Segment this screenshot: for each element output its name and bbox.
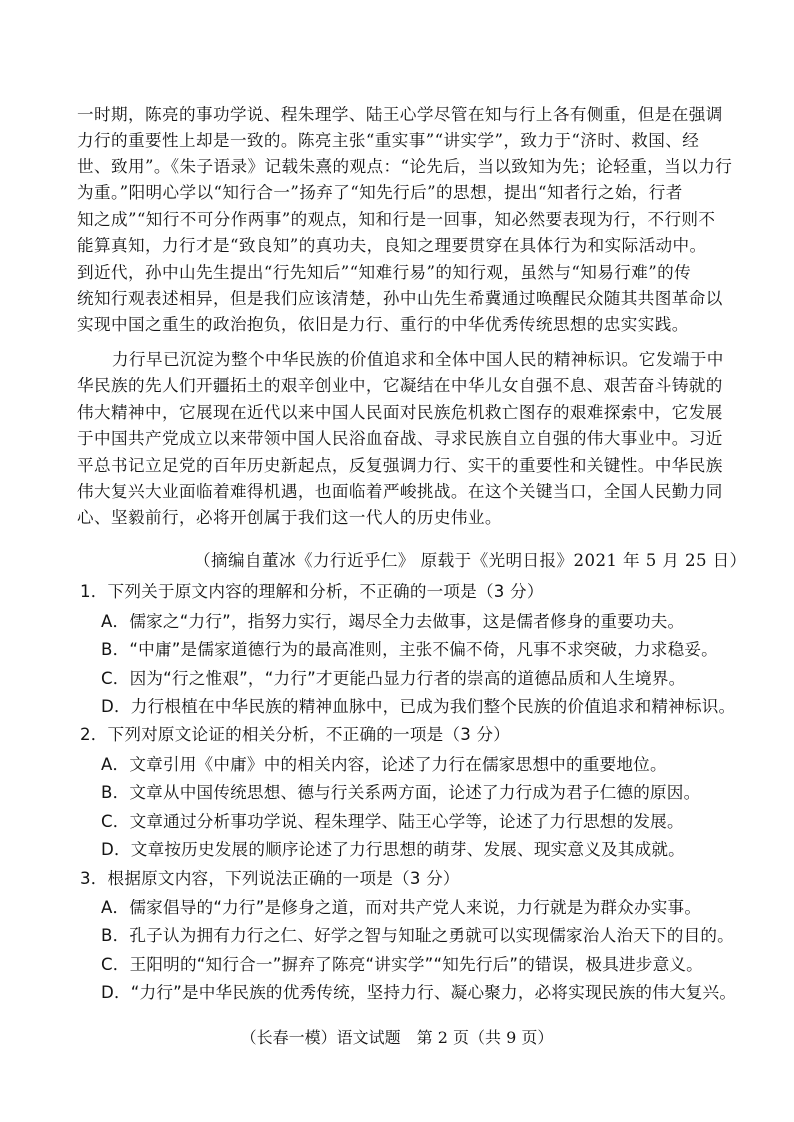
option-b: B．孔子认为拥有力行之仁、好学之智与知耻之勇就可以实现儒家治人治天下的目的。 — [101, 926, 734, 945]
passage-line: 知之成”“知行不可分作两事”的观点，知和行是一回事，知必然要表现为行，不行则不 — [77, 210, 716, 229]
option-d: D．力行根植在中华民族的精神血脉中，已成为我们整个民族的价值追求和精神标识。 — [101, 697, 736, 716]
option-c: C．因为“行之惟艰”，“力行”才更能凸显力行者的崇高的道德品质和人生境界。 — [101, 669, 686, 688]
passage-line: 能算真知，力行才是“致良知”的真功夫，良知之理要贯穿在具体行为和实际活动中。 — [77, 236, 707, 255]
passage-line: 平总书记立足党的百年历史新起点，反复强调力行、实干的重要性和关键性。中华民族 — [77, 456, 723, 475]
passage-line: 华民族的先人们开疆拓土的艰辛创业中，它凝结在中华儿女自强不息、艰苦奋斗铸就的 — [77, 376, 723, 395]
question-stem: 3．根据原文内容，下列说法正确的一项是（3 分） — [80, 869, 460, 888]
option-c: C．文章通过分析事功学说、程朱理学、陆王心学等，论述了力行思想的发展。 — [101, 812, 684, 831]
passage-line: 伟大复兴大业面临着难得机遇，也面临着严峻挑战。在这个关键当口，全国人民勤力同 — [77, 482, 723, 501]
option-d: D．文章按历史发展的顺序论述了力行思想的萌芽、发展、现实意义及其成就。 — [101, 840, 685, 859]
passage-line: 世、致用”。《朱子语录》记载朱熹的观点：“论先后，当以致知为先；论轻重，当以力行 — [77, 157, 733, 176]
passage-line: 实现中国之重生的政治抱负，依旧是力行、重行的中华优秀传统思想的忠实实践。 — [77, 315, 689, 334]
option-d: D．“力行”是中华民族的优秀传统，坚持力行、凝心聚力，必将实现民族的伟大复兴。 — [101, 983, 737, 1002]
passage-line: 到近代，孙中山先生提出“行先知后”“知难行易”的知行观，虽然与“知易行难”的传 — [77, 263, 692, 282]
option-b: B．“中庸”是儒家道德行为的最高准则，主张不偏不倚，凡事不求突破，力求稳妥。 — [101, 640, 718, 659]
passage-line: 心、坚毅前行，必将开创属于我们这一代人的历史伟业。 — [77, 508, 502, 527]
passage-line: 于中国共产党成立以来带领中国人民浴血奋战、寻求民族自立自强的伟大事业中。习近 — [77, 429, 723, 448]
passage-line: 力行的重要性上却是一致的。陈亮主张“重实事”“讲实学”，致力于“济时、救国、经 — [77, 131, 700, 150]
option-a: A．文章引用《中庸》中的相关内容，论述了力行在儒家思想中的重要地位。 — [101, 755, 667, 774]
passage-source: （摘编自董冰《力行近乎仁》 原载于《光明日报》2021 年 5 月 25 日） — [194, 551, 747, 570]
passage-line: 力行早已沉淀为整个中华民族的价值追求和全体中国人民的精神标识。它发端于中 — [112, 350, 724, 369]
passage-line: 一时期，陈亮的事功学说、程朱理学、陆王心学尽管在知与行上各有侧重，但是在强调 — [77, 105, 723, 124]
option-b: B．文章从中国传统思想、德与行关系两方面，论述了力行成为君子仁德的原因。 — [101, 783, 701, 802]
passage-line: 为重。”阳明心学以“知行合一”扬弃了“知先行后”的思想，提出“知者行之始，行者 — [77, 183, 683, 202]
option-a: A．儒家倡导的“力行”是修身之道，而对共产党人来说，力行就是为群众办实事。 — [101, 898, 702, 917]
question-stem: 1．下列关于原文内容的理解和分析，不正确的一项是（3 分） — [80, 582, 544, 601]
option-c: C．王阳明的“知行合一”摒弃了陈亮“讲实学”“知先行后”的错误，极具进步意义。 — [101, 955, 703, 974]
passage-line: 伟大精神中，它展现在近代以来中国人民面对民族危机救亡图存的艰难探索中，它发展 — [77, 403, 723, 422]
passage-line: 统知行观表述相异，但是我们应该清楚，孙中山先生希冀通过唤醒民众随其共图革命以 — [77, 289, 723, 308]
question-stem: 2．下列对原文论证的相关分析，不正确的一项是（3 分） — [80, 725, 511, 744]
page-footer: （长春一模）语文试题 第 2 页（共 9 页） — [240, 1028, 554, 1047]
option-a: A．儒家之“力行”，指努力实行，竭尽全力去做事，这是儒者修身的重要功夫。 — [101, 612, 685, 631]
